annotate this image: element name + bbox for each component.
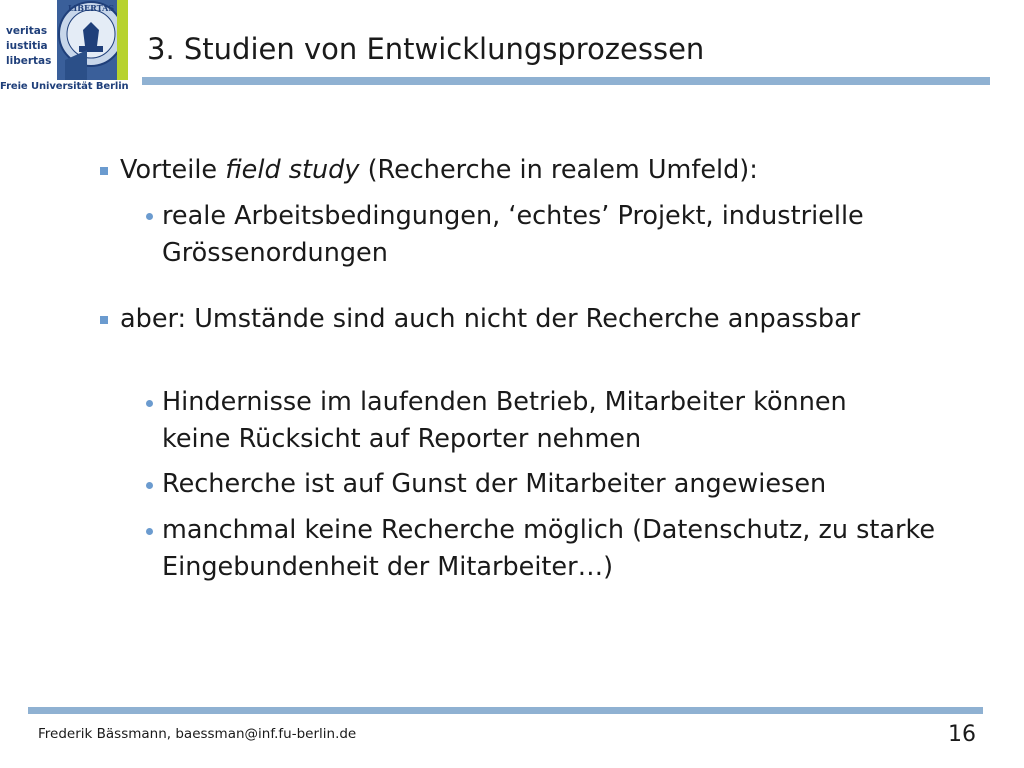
footer-divider <box>28 707 983 714</box>
university-name: Freie Universität Berlin <box>0 81 129 92</box>
bullet-suffix: (Recherche in realem Umfeld): <box>359 155 758 185</box>
page-title: 3. Studien von Entwicklungsprozessen <box>147 32 705 66</box>
sub-bullet-item: Hindernisse im laufenden Betrieb, Mitarbeiter können keine Rücksicht auf Reporter nehmen <box>162 387 847 454</box>
page-number: 16 <box>948 722 976 747</box>
dot-bullet-icon <box>146 213 153 220</box>
bullet-item-however: aber: Umstände sind auch nicht der Recherche anpassbar <box>120 304 861 334</box>
square-bullet-icon <box>100 167 108 175</box>
footer-author: Frederik Bässmann, baessman@inf.fu-berlin.de <box>38 726 357 742</box>
dot-bullet-icon <box>146 400 153 407</box>
sub-bullet-item: manchmal keine Recherche möglich (Datenschutz, zu starke Eingebundenheit der Mitarbeiter…) <box>162 515 936 582</box>
logo-motto-line-2: iustitia <box>6 40 48 52</box>
bullet-italic-term: field study <box>225 155 360 185</box>
logo-motto-line-1: veritas <box>6 25 48 37</box>
sub-bullet-item: Recherche ist auf Gunst der Mitarbeiter angewiesen <box>162 469 827 499</box>
seal-lettering: LIBERTAS <box>67 3 115 13</box>
dot-bullet-icon <box>146 482 153 489</box>
bullet-item-advantages <box>120 152 990 189</box>
sub-bullet-item: reale Arbeitsbedingungen, ‘echtes’ Projekt, industrielle Grössenordungen <box>162 201 864 268</box>
logo-motto-line-3: libertas <box>6 55 52 67</box>
bullet-prefix: Vorteile <box>120 155 226 185</box>
square-bullet-icon <box>100 316 108 324</box>
dot-bullet-icon <box>146 528 153 535</box>
